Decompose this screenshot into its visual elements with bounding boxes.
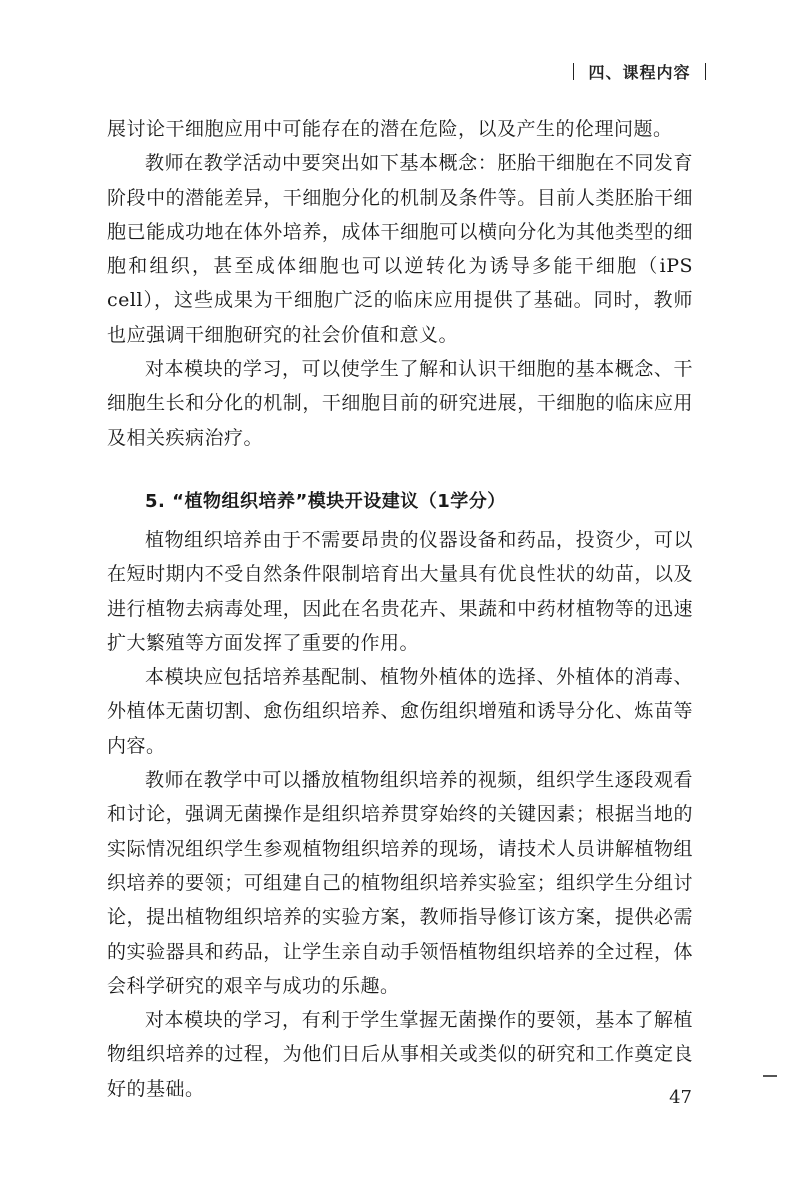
paragraph-basic-concepts: 教师在教学活动中要突出如下基本概念：胚胎干细胞在不同发育阶段中的潜能差异，干细胞分化的机制及条件等。目前人类胚胎干细胞已能成功地在体外培养，成体干细胞可以横向分化为其他类型的细胞和组织，甚至成体细胞也可以逆转化为诱导多能干细胞（iPS cell），这些成果为干细胞广泛的临床应用提供了基础。同时，教师也应强调干细胞研究的社会价值和意义。 <box>107 152 693 346</box>
running-header <box>573 60 706 83</box>
paragraph-continued: 展讨论干细胞应用中可能存在的潜在危险，以及产生的伦理问题。 <box>107 118 673 140</box>
paragraph-module-summary: 对本模块的学习，可以使学生了解和认识干细胞的基本概念、干细胞生长和分化的机制，干细胞目前的研究进展，干细胞的临床应用及相关疾病治疗。 <box>107 358 693 449</box>
section-heading: 5. “植物组织培养”模块开设建议（1学分） <box>145 490 506 512</box>
paragraph-plant-culture-intro: 植物组织培养由于不需要昂贵的仪器设备和药品，投资少，可以在短时期内不受自然条件限制培育出大量具有优良性状的幼苗，以及进行植物去病毒处理，因此在名贵花卉、果蔬和中药材植物等的迅速扩大繁殖等方面发挥了重要的作用。 <box>107 528 693 654</box>
edge-mark <box>763 1075 777 1077</box>
header-divider-right <box>705 63 707 80</box>
paragraph-teaching-methods: 教师在教学中可以播放植物组织培养的视频，组织学生逐段观看和讨论，强调无菌操作是组织培养贯穿始终的关键因素；根据当地的实际情况组织学生参观植物组织培养的现场，请技术人员讲解植物组织培养的要领；可组建自己的植物组织培养实验室；组织学生分组讨论，提出植物组织培养的实验方案，教师指导修订该方案，提供必需的实验器具和药品，让学生亲自动手领悟植物组织培养的全过程，体会科学研究的艰辛与成功的乐趣。 <box>107 769 693 997</box>
page-number: 47 <box>669 1087 692 1108</box>
section-title: 四、课程内容 <box>588 63 691 82</box>
paragraph-module-benefits: 对本模块的学习，有利于学生掌握无菌操作的要领，基本了解植物组织培养的过程，为他们日后从事相关或类似的研究和工作奠定良好的基础。 <box>107 1009 693 1100</box>
paragraph-module-contents: 本模块应包括培养基配制、植物外植体的选择、外植体的消毒、外植体无菌切割、愈伤组织培养、愈伤组织增殖和诱导分化、炼苗等内容。 <box>107 666 693 757</box>
page-body <box>107 112 693 1106</box>
header-divider-left <box>573 63 575 80</box>
